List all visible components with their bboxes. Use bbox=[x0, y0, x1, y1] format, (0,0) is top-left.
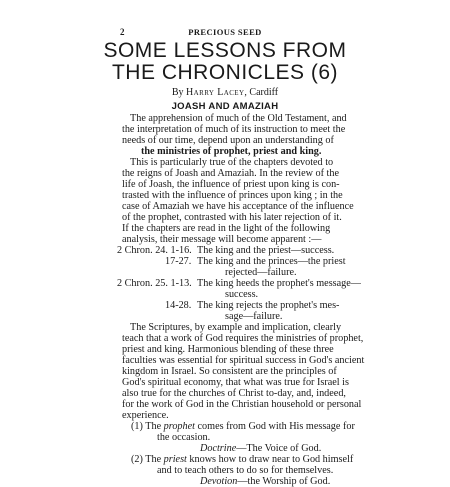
paragraph-line: for the work of God in the Christian household or personal bbox=[122, 399, 362, 410]
point-caption: Devotion—the Worship of God. bbox=[200, 476, 331, 487]
point-lead-word: prophet bbox=[163, 421, 195, 432]
paragraph-line: case of Amaziah we have his acceptance of the influence bbox=[122, 201, 354, 212]
article-title-line-1: SOME LESSONS FROM bbox=[103, 39, 347, 62]
byline bbox=[0, 87, 450, 98]
analysis-text-continued: rejected—failure. bbox=[225, 267, 297, 278]
emphasized-line: the ministries of prophet, priest and king. bbox=[141, 146, 322, 157]
analysis-text-continued: success. bbox=[225, 289, 259, 300]
analysis-text: The king and the princes—the priest bbox=[197, 256, 346, 267]
running-header: PRECIOUS SEED bbox=[188, 27, 262, 37]
section-heading: JOASH AND AMAZIAH bbox=[171, 101, 279, 112]
point-number: (1) bbox=[131, 421, 143, 432]
paragraph-line: priest and king. Harmonious blending of these three bbox=[122, 344, 334, 355]
paragraph-line: trasted with the influence of princes upon king ; in the bbox=[122, 190, 343, 201]
paragraph-line: The Scriptures, by example and implication, clearly bbox=[130, 322, 342, 333]
paragraph-line: God's spiritual economy, that what was true for Israel is bbox=[122, 377, 349, 388]
point-caption: Doctrine—The Voice of God. bbox=[200, 443, 322, 454]
scripture-reference: 17-27. bbox=[165, 256, 192, 267]
paragraph-line: faculties was essential for spiritual success in God's ancient bbox=[122, 355, 365, 366]
analysis-text-continued: sage—failure. bbox=[225, 311, 283, 322]
point-number: (2) bbox=[131, 454, 143, 465]
analysis-text: The king heeds the prophet's message— bbox=[197, 278, 361, 289]
page-number: 2 bbox=[120, 27, 125, 37]
article-title-line-2: THE CHRONICLES (6) bbox=[111, 61, 339, 84]
analysis-text: The king rejects the prophet's mes- bbox=[197, 300, 340, 311]
byline-prefix: By bbox=[171, 87, 184, 98]
scripture-reference: 2 Chron. 25. 1-13. bbox=[117, 278, 192, 289]
paragraph-line: the interpretation of much of its instruction to meet the bbox=[122, 124, 346, 135]
scripture-reference: 14-28. bbox=[165, 300, 192, 311]
scripture-reference: 2 Chron. 24. 1-16. bbox=[117, 245, 192, 256]
paragraph-line: teach that a work of God requires the ministries of prophet, bbox=[122, 333, 364, 344]
point-continued: the occasion. bbox=[157, 432, 211, 443]
author-name: Harry Lacey bbox=[186, 87, 245, 98]
author-location: , Cardiff bbox=[244, 87, 279, 98]
paragraph-line: the reigns of Joash and Amaziah. In the review of the bbox=[122, 168, 339, 179]
paragraph-line: experience. bbox=[122, 410, 169, 421]
paragraph-line: of the prophet, contrasted with his later rejection of it. bbox=[122, 212, 342, 223]
paragraph-line: This is particularly true of the chapters devoted to bbox=[130, 157, 334, 168]
caption-word: Devotion bbox=[200, 476, 238, 487]
analysis-text: The king and the priest—success. bbox=[197, 245, 335, 256]
paragraph-line: analysis, their message will become apparent :— bbox=[122, 234, 322, 245]
paragraph-line: also true for the churches of Christ to-day, and, indeed, bbox=[122, 388, 346, 399]
numbered-point: (2) The priest knows how to draw near to God himself bbox=[131, 454, 354, 465]
paragraph-line: The apprehension of much of the Old Testament, and bbox=[130, 113, 347, 124]
paragraph-line: If the chapters are read in the light of the following bbox=[122, 223, 331, 234]
numbered-point: (1) The prophet comes from God with His message for bbox=[131, 421, 355, 432]
paragraph-line: needs of our time, depend upon an understanding of bbox=[122, 135, 334, 146]
point-lead-word: priest bbox=[163, 454, 187, 465]
paragraph-line: kingdom in Israel. So consistent are the principles of bbox=[122, 366, 337, 377]
caption-word: Doctrine bbox=[200, 443, 237, 454]
paragraph-line: life of Joash, the influence of priest upon king is con- bbox=[122, 179, 340, 190]
point-continued: and to teach others to do so for themselves. bbox=[157, 465, 334, 476]
